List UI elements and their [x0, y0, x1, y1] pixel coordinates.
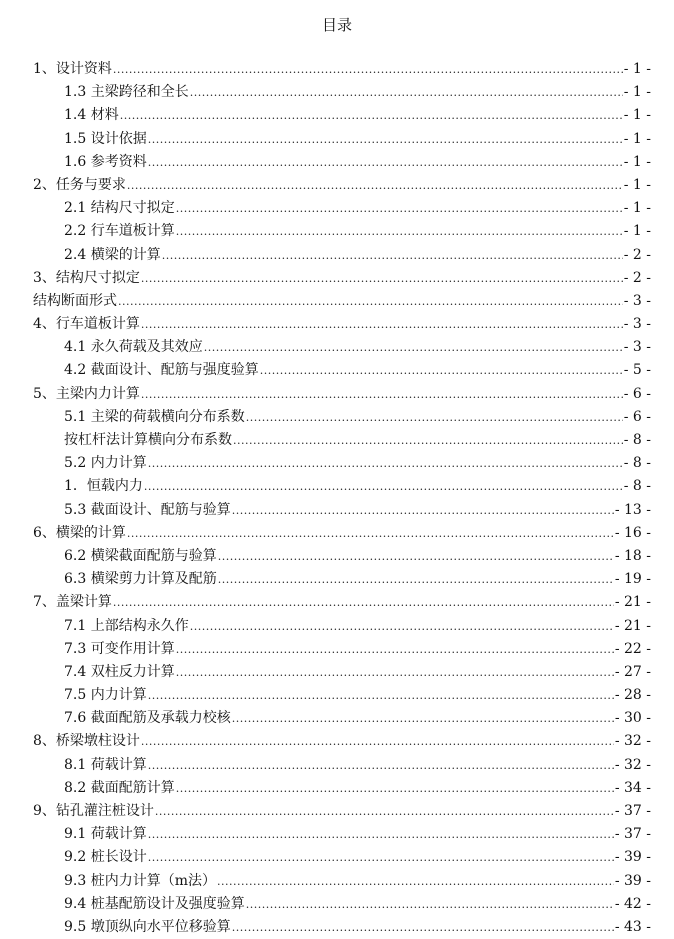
toc-entry[interactable] — [33, 615, 651, 638]
toc-entry-page: - 1 - — [623, 176, 651, 193]
toc-entry-label: 9.3 桩内力计算（m法） — [64, 872, 216, 889]
toc-entry[interactable] — [33, 568, 651, 591]
toc-entry-label: 6.2 横梁截面配筋与验算 — [64, 547, 217, 564]
toc-entry-label: 5.2 内力计算 — [64, 455, 147, 472]
toc-entry-label: 7.5 内力计算 — [64, 687, 147, 704]
toc-entry[interactable] — [33, 823, 651, 846]
toc-entry-label: 8.1 荷载计算 — [64, 756, 147, 773]
toc-entry-label: 5.3 截面设计、配筋与验算 — [64, 501, 231, 518]
dot-leader — [155, 800, 614, 823]
toc-entry[interactable] — [33, 429, 651, 452]
toc-entry-label: 5、主梁内力计算 — [33, 385, 140, 402]
toc-entry-page: - 1 - — [623, 200, 651, 217]
toc-title: 目录 — [321, 16, 352, 34]
toc-entry-page: - 43 - — [614, 918, 651, 935]
dot-leader — [204, 336, 623, 359]
toc-entry-page: - 8 - — [623, 478, 651, 495]
dot-leader — [113, 58, 623, 81]
dot-leader — [148, 684, 614, 707]
toc-entry-page: - 34 - — [614, 779, 651, 796]
toc-entry-label: 4.1 永久荷载及其效应 — [64, 339, 203, 356]
dot-leader — [113, 591, 614, 614]
toc-entry-page: - 1 - — [623, 153, 651, 170]
toc-entry[interactable] — [33, 800, 651, 823]
toc-entry-page: - 6 - — [623, 385, 651, 402]
toc-entry-label: 结构断面形式 — [33, 292, 117, 309]
toc-entry-page: - 13 - — [614, 501, 651, 518]
toc-entry[interactable] — [33, 638, 651, 661]
toc-entry-page: - 42 - — [614, 895, 651, 912]
toc-entry-page: - 37 - — [614, 803, 651, 819]
dot-leader — [232, 916, 614, 939]
dot-leader — [148, 452, 623, 475]
toc-entry[interactable] — [33, 452, 651, 475]
toc-entry-label: 5.1 主梁的荷载横向分布系数 — [64, 408, 245, 425]
toc-entry-label: 9.4 桩基配筋设计及强度验算 — [64, 895, 245, 912]
toc-entry-page: - 8 - — [623, 432, 651, 448]
dot-leader — [246, 893, 614, 916]
toc-entry-label: 9.1 荷载计算 — [64, 826, 147, 843]
toc-entry-label: 2.4 横梁的计算 — [64, 246, 161, 263]
toc-entry-page: - 19 - — [614, 571, 651, 588]
toc-entry-page: - 3 - — [623, 339, 651, 356]
dot-leader — [246, 406, 623, 429]
dot-leader — [232, 707, 614, 730]
toc-entry[interactable] — [33, 383, 651, 406]
dot-leader — [127, 174, 623, 197]
toc-entry[interactable] — [33, 730, 651, 753]
toc-entry-page: - 16 - — [614, 524, 651, 541]
toc-entry-page: - 2 - — [623, 269, 651, 286]
toc-entry-page: - 1 - — [623, 61, 651, 77]
toc-entry[interactable] — [33, 707, 651, 730]
dot-leader — [120, 104, 623, 127]
toc-entry[interactable] — [33, 104, 651, 127]
toc-entry[interactable] — [33, 313, 651, 336]
toc-entry[interactable] — [33, 661, 651, 684]
toc-entry-page: - 22 - — [614, 640, 651, 657]
toc-entry-label: 9.5 墩顶纵向水平位移验算 — [64, 918, 231, 935]
dot-leader — [141, 730, 614, 753]
toc-entry-page: - 18 - — [614, 547, 651, 564]
toc-entry[interactable] — [33, 220, 651, 243]
toc-entry-page: - 21 - — [614, 617, 651, 634]
dot-leader — [148, 846, 614, 869]
toc-entry-label: 7.3 可变作用计算 — [64, 640, 175, 657]
dot-leader — [233, 429, 623, 452]
toc-entry-label: 1.6 参考资料 — [64, 153, 147, 170]
toc-entry[interactable] — [33, 545, 651, 568]
dot-leader — [176, 197, 623, 220]
toc-entry[interactable] — [33, 81, 651, 104]
toc-entry[interactable] — [33, 290, 651, 313]
toc-entry[interactable] — [33, 916, 651, 939]
toc-entry-page: - 37 - — [614, 826, 651, 843]
toc-entry-label: 6.3 横梁剪力计算及配筋 — [64, 571, 217, 588]
toc-entry-page: - 27 - — [614, 663, 651, 680]
table-of-contents — [33, 58, 651, 939]
toc-entry-page: - 32 - — [614, 756, 651, 773]
toc-entry-label: 8.2 截面配筋计算 — [64, 779, 175, 796]
dot-leader — [148, 151, 623, 174]
dot-leader — [218, 568, 614, 591]
toc-entry-label: 2.1 结构尺寸拟定 — [64, 200, 175, 217]
toc-entry-label: 4.2 截面设计、配筋与强度验算 — [64, 362, 259, 379]
toc-entry-page: - 8 - — [623, 455, 651, 472]
toc-entry[interactable] — [33, 777, 651, 800]
toc-entry-label: 2、任务与要求 — [33, 176, 126, 193]
dot-leader — [260, 359, 623, 382]
toc-entry-page: - 1 - — [623, 84, 651, 101]
toc-entry-page: - 21 - — [614, 594, 651, 611]
toc-entry[interactable] — [33, 128, 651, 151]
toc-entry-page: - 3 - — [623, 292, 651, 309]
toc-entry-page: - 32 - — [614, 733, 651, 750]
toc-entry[interactable] — [33, 197, 651, 220]
toc-entry-page: - 1 - — [623, 223, 651, 240]
toc-entry-label: 1．恒载内力 — [64, 478, 143, 495]
dot-leader — [190, 615, 614, 638]
toc-entry[interactable] — [33, 359, 651, 382]
toc-entry[interactable] — [33, 846, 651, 869]
toc-entry-label: 8、桥梁墩柱设计 — [33, 733, 140, 750]
toc-entry-label: 1.4 材料 — [64, 107, 119, 124]
dot-leader — [141, 267, 623, 290]
toc-entry-label: 9、钻孔灌注桩设计 — [33, 803, 154, 819]
toc-entry-label: 3、结构尺寸拟定 — [33, 269, 140, 286]
toc-entry-label: 7.6 截面配筋及承载力校核 — [64, 710, 231, 727]
toc-entry-label: 6、横梁的计算 — [33, 524, 126, 541]
toc-entry[interactable] — [33, 174, 651, 197]
toc-entry[interactable] — [33, 475, 651, 498]
toc-entry[interactable] — [33, 591, 651, 614]
toc-entry-page: - 2 - — [623, 246, 651, 263]
toc-entry-page: - 1 - — [623, 130, 651, 147]
toc-entry[interactable] — [33, 870, 651, 893]
toc-entry-page: - 5 - — [623, 362, 651, 379]
toc-entry-label: 7.4 双柱反力计算 — [64, 663, 175, 680]
toc-entry-label: 2.2 行车道板计算 — [64, 223, 175, 240]
dot-leader — [118, 290, 623, 313]
toc-entry[interactable] — [33, 684, 651, 707]
dot-leader — [144, 475, 623, 498]
toc-entry[interactable] — [33, 336, 651, 359]
toc-entry-page: - 3 - — [623, 316, 651, 333]
toc-entry-label: 4、行车道板计算 — [33, 316, 140, 333]
toc-entry[interactable] — [33, 244, 651, 267]
toc-entry-label: 7、盖梁计算 — [33, 594, 112, 611]
dot-leader — [141, 383, 623, 406]
dot-leader — [148, 754, 614, 777]
toc-entry-label: 9.2 桩长设计 — [64, 849, 147, 866]
toc-entry[interactable] — [33, 267, 651, 290]
dot-leader — [190, 81, 623, 104]
dot-leader — [176, 220, 623, 243]
toc-entry-page: - 39 - — [614, 849, 651, 866]
toc-entry-page: - 30 - — [614, 710, 651, 727]
toc-entry-label: 1.3 主梁跨径和全长 — [64, 84, 189, 101]
dot-leader — [176, 661, 614, 684]
toc-entry-label: 按杠杆法计算横向分布系数 — [64, 432, 232, 448]
toc-entry-page: - 39 - — [614, 872, 651, 889]
toc-entry[interactable] — [33, 151, 651, 174]
dot-leader — [148, 128, 623, 151]
dot-leader — [148, 823, 614, 846]
dot-leader — [127, 522, 614, 545]
dot-leader — [141, 313, 623, 336]
toc-entry-page: - 28 - — [614, 687, 651, 704]
toc-entry[interactable] — [33, 893, 651, 916]
toc-entry[interactable] — [33, 754, 651, 777]
toc-entry-page: - 1 - — [623, 107, 651, 124]
dot-leader — [217, 870, 614, 893]
toc-entry-label: 1、设计资料 — [33, 61, 112, 77]
dot-leader — [176, 638, 614, 661]
toc-entry[interactable] — [33, 58, 651, 81]
toc-entry[interactable] — [33, 499, 651, 522]
dot-leader — [218, 545, 614, 568]
toc-entry[interactable] — [33, 406, 651, 429]
toc-entry-page: - 6 - — [623, 408, 651, 425]
dot-leader — [176, 777, 614, 800]
toc-entry-label: 1.5 设计依据 — [64, 130, 147, 147]
toc-entry[interactable] — [33, 522, 651, 545]
toc-entry-label: 7.1 上部结构永久作 — [64, 617, 189, 634]
dot-leader — [232, 499, 614, 522]
dot-leader — [162, 244, 623, 267]
